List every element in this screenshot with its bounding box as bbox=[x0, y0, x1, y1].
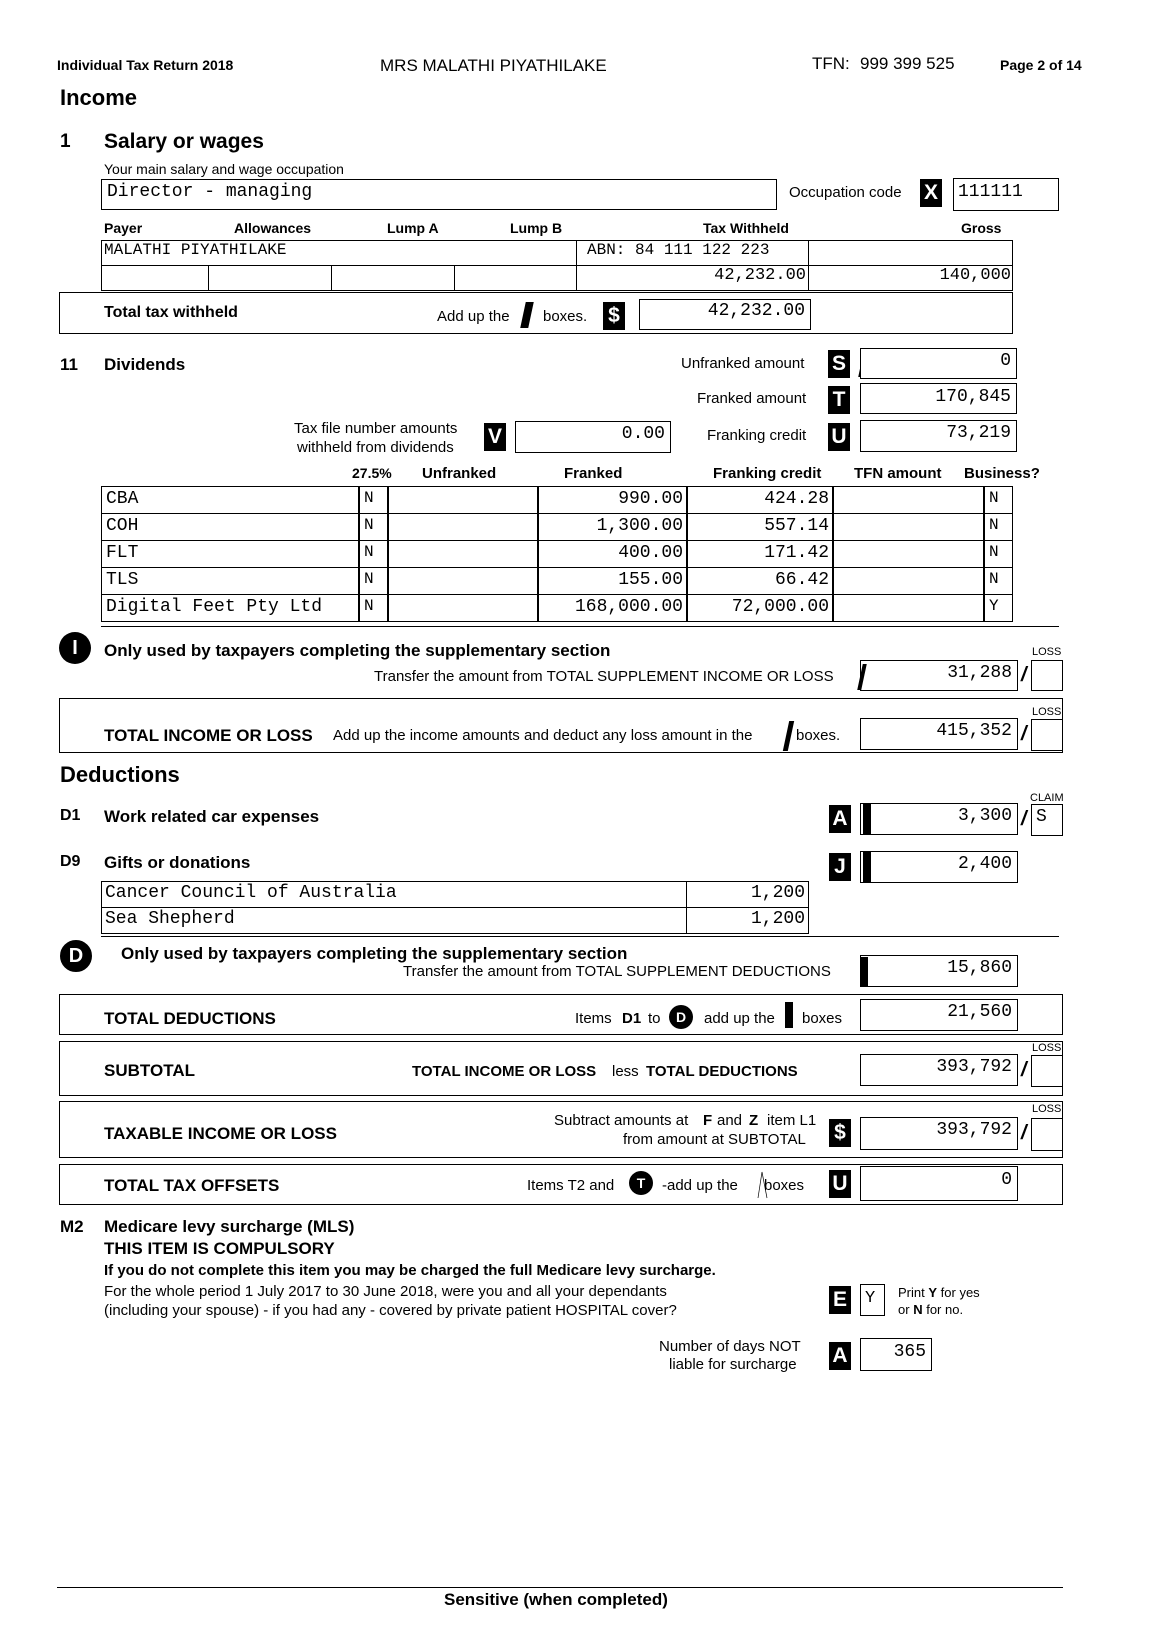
company-name: COH bbox=[106, 516, 139, 536]
print-hint-or: or bbox=[898, 1302, 910, 1317]
total-deductions-hint-add: add up the bbox=[704, 1010, 775, 1027]
print-hint-yes: for yes bbox=[940, 1285, 980, 1300]
taxable-letter: $ bbox=[829, 1119, 851, 1147]
form-title: Individual Tax Return 2018 bbox=[57, 57, 234, 73]
print-hint-y: Y bbox=[928, 1285, 938, 1300]
franked-cell-box[interactable] bbox=[538, 594, 687, 622]
print-hint-1 bbox=[898, 1285, 980, 1300]
taxable-hint-2: from amount at SUBTOTAL bbox=[623, 1131, 806, 1148]
deductions-d-icon: D bbox=[669, 1005, 693, 1029]
col-lump-a: Lump A bbox=[387, 220, 439, 236]
supplement-income-field[interactable] bbox=[860, 660, 1018, 691]
business-flag: N bbox=[989, 516, 999, 534]
col-business: Business? bbox=[964, 465, 1040, 482]
subtotal-label: SUBTOTAL bbox=[104, 1061, 195, 1080]
taxable-loss-label: LOSS bbox=[1032, 1103, 1062, 1115]
company-name: Digital Feet Pty Ltd bbox=[106, 597, 323, 617]
m2-question-2: (including your spouse) - if you had any - covered by private patient HOSPITAL cover? bbox=[104, 1302, 677, 1319]
total-deductions-field[interactable] bbox=[860, 999, 1018, 1031]
gift-name: Sea Shepherd bbox=[105, 909, 235, 929]
supplement-deductions-hint: Transfer the amount from TOTAL SUPPLEMENT DEDUCTIONS bbox=[403, 963, 831, 980]
rate-flag-box[interactable] bbox=[359, 567, 388, 595]
business-flag: N bbox=[989, 543, 999, 561]
supplement-deductions-value: 15,860 bbox=[947, 958, 1012, 978]
d9-title: Gifts or donations bbox=[104, 853, 251, 872]
m2-answer: Y bbox=[865, 1289, 876, 1308]
tfn-cell-box[interactable] bbox=[833, 513, 984, 541]
franked-cell-box[interactable] bbox=[538, 540, 687, 568]
days-label-1: Number of days NOT bbox=[659, 1338, 801, 1355]
subtotal-loss-label: LOSS bbox=[1032, 1042, 1062, 1054]
unfranked-letter: S bbox=[828, 350, 850, 378]
taxable-hint-1a: Subtract amounts at bbox=[554, 1112, 689, 1129]
col-payer: Payer bbox=[104, 220, 143, 236]
dividends-title: Dividends bbox=[104, 355, 186, 374]
subtotal-formula-less: less bbox=[612, 1063, 639, 1080]
total-tax-withheld-hint: Add up the bbox=[437, 308, 510, 325]
gift-name-box[interactable] bbox=[101, 881, 687, 908]
payer-name: MALATHI PIYATHILAKE bbox=[104, 241, 287, 259]
dividends-divider bbox=[101, 626, 1059, 627]
offsets-t-icon: T bbox=[629, 1171, 653, 1195]
occupation-value: Director - managing bbox=[107, 182, 313, 202]
taxable-income-field[interactable] bbox=[860, 1117, 1018, 1150]
rate-flag-box[interactable] bbox=[359, 540, 388, 568]
tfn-cell-box[interactable] bbox=[833, 594, 984, 622]
supplement-income-title: Only used by taxpayers completing the supplementary section bbox=[104, 641, 611, 660]
gift-amount: 1,200 bbox=[750, 909, 805, 929]
supplement-deductions-icon: D bbox=[60, 940, 92, 972]
credit-cell-box[interactable] bbox=[687, 594, 833, 622]
total-income-field[interactable] bbox=[860, 718, 1018, 750]
col-rate: 27.5% bbox=[352, 465, 392, 481]
loss-separator: / bbox=[1021, 1059, 1027, 1081]
subtotal-value: 393,792 bbox=[936, 1057, 1012, 1077]
tax-offsets-value: 0 bbox=[1001, 1170, 1012, 1190]
franked-cell-box[interactable] bbox=[538, 486, 687, 514]
income-heading: Income bbox=[60, 85, 138, 110]
print-hint-2 bbox=[898, 1302, 963, 1317]
franked-cell: 400.00 bbox=[618, 543, 683, 563]
franking-credit-field[interactable] bbox=[860, 420, 1017, 452]
tax-offsets-hint-end: boxes bbox=[764, 1177, 805, 1194]
col-unfranked: Unfranked bbox=[422, 465, 497, 482]
company-name-box[interactable] bbox=[101, 594, 359, 622]
m2-warning: If you do not complete this item you may be charged the full Medicare levy surcharge. bbox=[104, 1262, 716, 1279]
supplement-income-value: 31,288 bbox=[947, 663, 1012, 683]
company-name-box[interactable] bbox=[101, 486, 359, 514]
occupation-code-letter: X bbox=[920, 179, 942, 207]
tfn-cell-box[interactable] bbox=[833, 540, 984, 568]
rate-flag: N bbox=[364, 597, 374, 615]
taxable-income-label: TAXABLE INCOME OR LOSS bbox=[104, 1124, 337, 1143]
rate-flag-box[interactable] bbox=[359, 513, 388, 541]
days-value: 365 bbox=[893, 1342, 926, 1362]
rate-flag: N bbox=[364, 489, 374, 507]
m2-code: M2 bbox=[60, 1217, 84, 1236]
dollar-letter: $ bbox=[603, 302, 625, 330]
m2-answer-field[interactable] bbox=[860, 1284, 885, 1316]
tfn-cell-box[interactable] bbox=[833, 567, 984, 595]
tfn-cell-box[interactable] bbox=[833, 486, 984, 514]
col-gross: Gross bbox=[961, 220, 1002, 236]
gift-amount-box[interactable] bbox=[686, 881, 809, 908]
supplement-deductions-field[interactable] bbox=[860, 955, 1018, 987]
total-tax-withheld-label: Total tax withheld bbox=[104, 304, 238, 321]
credit-cell: 424.28 bbox=[764, 489, 829, 509]
total-income-hint: Add up the income amounts and deduct any loss amount in the bbox=[333, 727, 753, 744]
franked-cell-box[interactable] bbox=[538, 567, 687, 595]
footer-rule bbox=[57, 1587, 1063, 1588]
company-name: CBA bbox=[106, 489, 139, 509]
taxable-income-value: 393,792 bbox=[936, 1120, 1012, 1140]
d1-value: 3,300 bbox=[957, 806, 1012, 826]
credit-cell: 171.42 bbox=[764, 543, 829, 563]
item-number: 1 bbox=[60, 131, 71, 152]
rate-flag: N bbox=[364, 570, 374, 588]
franking-credit-letter: U bbox=[828, 423, 850, 451]
claim-separator: / bbox=[1021, 808, 1027, 830]
total-income-label: TOTAL INCOME OR LOSS bbox=[104, 726, 313, 745]
tfn-label: TFN: bbox=[812, 54, 850, 73]
claim-label: CLAIM bbox=[1030, 792, 1064, 804]
subtotal-field[interactable] bbox=[860, 1054, 1018, 1086]
total-deductions-hint-end: boxes bbox=[802, 1010, 843, 1027]
franked-field[interactable] bbox=[860, 383, 1017, 414]
unfranked-field[interactable] bbox=[860, 348, 1017, 379]
credit-cell: 557.14 bbox=[764, 516, 829, 536]
print-hint-no: for no. bbox=[926, 1302, 964, 1317]
print-hint-print: Print bbox=[898, 1285, 925, 1300]
franked-cell: 990.00 bbox=[618, 489, 683, 509]
occupation-label: Your main salary and wage occupation bbox=[104, 161, 344, 177]
business-flag: N bbox=[989, 489, 999, 507]
business-flag-box[interactable] bbox=[984, 540, 1013, 568]
tax-offsets-label: TOTAL TAX OFFSETS bbox=[104, 1176, 280, 1195]
taxable-loss-box[interactable] bbox=[1031, 1118, 1063, 1151]
business-flag-box[interactable] bbox=[984, 513, 1013, 541]
d1-field[interactable] bbox=[860, 803, 1018, 835]
company-name-box[interactable] bbox=[101, 540, 359, 568]
total-income-loss-box[interactable] bbox=[1031, 719, 1063, 751]
unfranked-cell-box[interactable] bbox=[388, 486, 538, 514]
col-lump-b: Lump B bbox=[510, 220, 563, 236]
rate-flag: N bbox=[364, 543, 374, 561]
d9-marker-icon bbox=[863, 851, 871, 882]
d1-code: D1 bbox=[60, 807, 81, 824]
supplement-loss-box[interactable] bbox=[1031, 660, 1063, 691]
credit-cell: 72,000.00 bbox=[731, 597, 829, 617]
company-name: FLT bbox=[106, 543, 139, 563]
gift-amount: 1,200 bbox=[750, 883, 805, 903]
unfranked-cell-box[interactable] bbox=[388, 594, 538, 622]
print-hint-n: N bbox=[913, 1302, 923, 1317]
d9-code: D9 bbox=[60, 853, 81, 870]
unfranked-value: 0 bbox=[1000, 351, 1011, 371]
subtotal-loss-box[interactable] bbox=[1031, 1055, 1063, 1087]
company-name-box[interactable] bbox=[101, 567, 359, 595]
d9-value: 2,400 bbox=[957, 854, 1012, 874]
occupation-code-value: 111111 bbox=[958, 182, 1023, 202]
payer-gross[interactable]: 140,000 bbox=[939, 266, 1011, 285]
credit-cell: 66.42 bbox=[774, 570, 829, 590]
rate-flag-box[interactable] bbox=[359, 486, 388, 514]
unfranked-cell-box[interactable] bbox=[388, 567, 538, 595]
offsets-letter: U bbox=[829, 1170, 851, 1198]
d1-marker-icon bbox=[863, 803, 871, 834]
supplement-income-icon: I bbox=[59, 632, 91, 664]
taxpayer-name: MRS MALATHI PIYATHILAKE bbox=[380, 56, 607, 75]
claim-field[interactable] bbox=[1031, 804, 1063, 836]
total-income-loss-label: LOSS bbox=[1032, 706, 1062, 718]
total-deductions-hint-items: Items bbox=[575, 1010, 612, 1027]
deductions-divider bbox=[101, 936, 1059, 937]
d9-letter: J bbox=[829, 853, 851, 881]
franked-value: 170,845 bbox=[935, 387, 1011, 407]
tax-offsets-field[interactable] bbox=[860, 1166, 1018, 1201]
business-flag-box[interactable] bbox=[984, 594, 1013, 622]
franking-credit-label: Franking credit bbox=[707, 427, 807, 444]
m2-compulsory: THIS ITEM IS COMPULSORY bbox=[104, 1239, 335, 1258]
d9-field[interactable] bbox=[860, 851, 1018, 883]
m2-e-letter: E bbox=[829, 1286, 851, 1314]
business-flag-box[interactable] bbox=[984, 567, 1013, 595]
salary-title: Salary or wages bbox=[104, 130, 264, 153]
business-flag-box[interactable] bbox=[984, 486, 1013, 514]
total-income-value: 415,352 bbox=[936, 721, 1012, 741]
col-tax-withheld: Tax Withheld bbox=[703, 220, 789, 236]
total-income-hint-end: boxes. bbox=[796, 727, 841, 744]
unfranked-cell-box[interactable] bbox=[388, 513, 538, 541]
tax-offsets-hint-add: -add up the bbox=[662, 1177, 738, 1194]
franked-cell: 155.00 bbox=[618, 570, 683, 590]
unfranked-cell-box[interactable] bbox=[388, 540, 538, 568]
franked-letter: T bbox=[828, 386, 850, 414]
supplement-deductions-marker-icon bbox=[860, 957, 868, 987]
deductions-heading: Deductions bbox=[60, 762, 180, 787]
rate-flag-box[interactable] bbox=[359, 594, 388, 622]
total-deductions-hint-to: to bbox=[648, 1010, 661, 1027]
franking-credit-value: 73,219 bbox=[946, 423, 1011, 443]
franked-cell: 1,300.00 bbox=[596, 516, 683, 536]
claim-value: S bbox=[1036, 807, 1047, 827]
total-tax-withheld-value: 42,232.00 bbox=[707, 301, 805, 321]
dividends-number: 11 bbox=[60, 355, 78, 374]
business-flag: N bbox=[989, 570, 999, 588]
footer-text: Sensitive (when completed) bbox=[444, 1590, 668, 1609]
taxable-hint-and: and bbox=[717, 1112, 743, 1129]
col-franked: Franked bbox=[564, 465, 623, 482]
m2-question-1: For the whole period 1 July 2017 to 30 June 2018, were you and all your dependants bbox=[104, 1283, 667, 1300]
occupation-code-field[interactable] bbox=[953, 178, 1059, 211]
total-tax-withheld-field[interactable] bbox=[639, 299, 811, 330]
days-label-2: liable for surcharge bbox=[669, 1356, 797, 1373]
franked-cell-box[interactable] bbox=[538, 513, 687, 541]
d1-letter: A bbox=[829, 805, 851, 833]
tfn-value: 999 399 525 bbox=[860, 54, 955, 73]
page-number: Page 2 of 14 bbox=[1000, 57, 1082, 73]
total-deductions-marker-icon bbox=[785, 1002, 793, 1028]
total-deductions-value: 21,560 bbox=[947, 1002, 1012, 1022]
company-name-box[interactable] bbox=[101, 513, 359, 541]
tfn-amount-field[interactable] bbox=[515, 421, 671, 453]
gift-name-box[interactable] bbox=[101, 907, 687, 934]
col-franking-credit: Franking credit bbox=[713, 465, 822, 482]
franked-cell: 168,000.00 bbox=[574, 597, 683, 617]
subtotal-formula-a: TOTAL INCOME OR LOSS bbox=[412, 1063, 597, 1080]
total-tax-withheld-hint-end: boxes. bbox=[543, 308, 588, 325]
tfn-amount-value: 0.00 bbox=[621, 424, 665, 444]
col-allowances: Allowances bbox=[234, 220, 312, 236]
tfn-amount-letter: V bbox=[484, 423, 506, 451]
supplement-deductions-title: Only used by taxpayers completing the supplementary section bbox=[121, 944, 628, 963]
rate-flag: N bbox=[364, 516, 374, 534]
days-field[interactable] bbox=[860, 1338, 932, 1371]
tfn-amount-label-1: Tax file number amounts bbox=[294, 420, 458, 437]
gift-amount-box[interactable] bbox=[686, 907, 809, 934]
occupation-field[interactable] bbox=[101, 179, 777, 210]
payer-abn: ABN: 84 111 122 223 bbox=[587, 241, 770, 259]
credit-cell-box[interactable] bbox=[687, 513, 833, 541]
gift-name: Cancer Council of Australia bbox=[105, 883, 397, 903]
m2-a-letter: A bbox=[829, 1342, 851, 1370]
loss-separator: / bbox=[1021, 664, 1027, 686]
tax-offsets-hint: Items T2 and bbox=[527, 1177, 615, 1194]
credit-cell-box[interactable] bbox=[687, 486, 833, 514]
occupation-code-label: Occupation code bbox=[789, 184, 902, 201]
payer-tax-withheld[interactable]: 42,232.00 bbox=[714, 266, 806, 285]
total-deductions-hint-d1: D1 bbox=[622, 1010, 642, 1027]
col-tfn-amount: TFN amount bbox=[854, 465, 942, 482]
loss-separator: / bbox=[1021, 723, 1027, 745]
taxable-hint-1b: item L1 bbox=[767, 1112, 817, 1129]
credit-cell-box[interactable] bbox=[687, 567, 833, 595]
m2-title: Medicare levy surcharge (MLS) bbox=[104, 1217, 355, 1236]
company-name: TLS bbox=[106, 570, 139, 590]
credit-cell-box[interactable] bbox=[687, 540, 833, 568]
franked-label: Franked amount bbox=[697, 390, 807, 407]
unfranked-label: Unfranked amount bbox=[681, 355, 805, 372]
subtotal-formula-b: TOTAL DEDUCTIONS bbox=[646, 1063, 798, 1080]
total-deductions-label: TOTAL DEDUCTIONS bbox=[104, 1009, 276, 1028]
supplement-loss-label: LOSS bbox=[1032, 646, 1062, 658]
loss-separator: / bbox=[1021, 1122, 1027, 1144]
supplement-income-hint: Transfer the amount from TOTAL SUPPLEMENT INCOME OR LOSS bbox=[374, 668, 834, 685]
d1-title: Work related car expenses bbox=[104, 807, 320, 826]
taxable-hint-f: F bbox=[703, 1112, 713, 1129]
taxable-hint-z: Z bbox=[749, 1112, 759, 1129]
business-flag: Y bbox=[989, 597, 999, 615]
tfn-amount-label-2: withheld from dividends bbox=[297, 439, 454, 456]
